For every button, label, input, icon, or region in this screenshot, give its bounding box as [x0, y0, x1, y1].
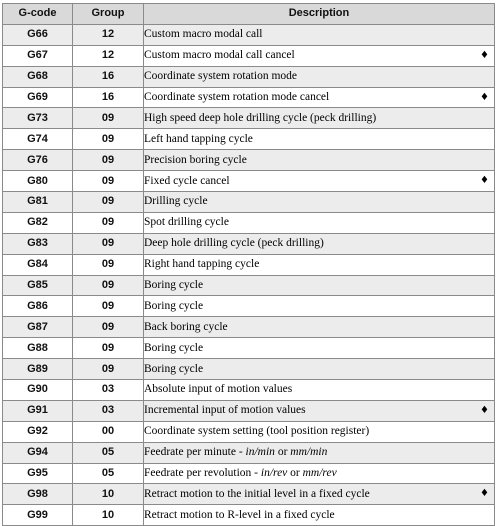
description-text: Precision boring cycle: [144, 153, 247, 166]
table-row: [3, 108, 495, 129]
table-row: [3, 463, 495, 484]
gcode-cell: G89: [3, 359, 73, 380]
header-description: Description: [144, 4, 495, 25]
group-cell: 10: [73, 484, 144, 505]
gcode-cell: G84: [3, 254, 73, 275]
group-cell: 09: [73, 338, 144, 359]
diamond-icon: ♦: [480, 488, 489, 500]
header-group: Group: [73, 4, 144, 25]
description-cell: [144, 108, 495, 129]
table-row: [3, 150, 495, 171]
group-cell: 09: [73, 296, 144, 317]
unit-text: in/rev: [260, 467, 288, 480]
description-text: Coordinate system rotation mode: [144, 70, 297, 83]
description-cell: [144, 505, 495, 526]
header-row: [3, 4, 495, 25]
description-cell: [144, 275, 495, 296]
group-cell: 09: [73, 317, 144, 338]
group-cell: 16: [73, 66, 144, 87]
gcode-cell: G98: [3, 484, 73, 505]
description-text: Custom macro modal call cancel: [144, 49, 295, 62]
description-text: Drilling cycle: [144, 195, 208, 208]
description-text: Boring cycle: [144, 341, 204, 354]
gcode-cell: G88: [3, 338, 73, 359]
description-cell: [144, 254, 495, 275]
gcode-cell: G87: [3, 317, 73, 338]
gcode-cell: G94: [3, 442, 73, 463]
description-cell: [144, 171, 495, 192]
gcode-cell: G68: [3, 66, 73, 87]
group-cell: 09: [73, 108, 144, 129]
table-row: [3, 24, 495, 45]
description-cell: [144, 442, 495, 463]
table-row: [3, 212, 495, 233]
gcode-cell: G81: [3, 192, 73, 213]
table-row: [3, 87, 495, 108]
group-cell: 09: [73, 171, 144, 192]
description-text: Feedrate per revolution -: [144, 467, 261, 480]
description-text: Spot drilling cycle: [144, 216, 229, 229]
description-text: Coordinate system setting (tool position register): [144, 425, 370, 438]
description-cell: [144, 400, 495, 421]
description-cell: [144, 87, 495, 108]
gcode-cell: G80: [3, 171, 73, 192]
gcode-cell: G91: [3, 400, 73, 421]
group-cell: 03: [73, 380, 144, 401]
description-cell: [144, 66, 495, 87]
table-row: [3, 380, 495, 401]
group-cell: 12: [73, 45, 144, 66]
group-cell: 12: [73, 24, 144, 45]
gcode-cell: G73: [3, 108, 73, 129]
description-text: Left hand tapping cycle: [144, 132, 253, 145]
group-cell: 05: [73, 463, 144, 484]
group-cell: 09: [73, 212, 144, 233]
diamond-icon: ♦: [480, 404, 489, 416]
table-row: [3, 129, 495, 150]
table-row: [3, 233, 495, 254]
table-row: [3, 421, 495, 442]
description-cell: [144, 380, 495, 401]
description-text: Incremental input of motion values: [144, 404, 306, 417]
group-cell: 09: [73, 254, 144, 275]
table-row: [3, 317, 495, 338]
description-text: Custom macro modal call: [144, 28, 263, 41]
description-text: Fixed cycle cancel: [144, 174, 230, 187]
table-row: [3, 275, 495, 296]
diamond-icon: ♦: [480, 175, 489, 187]
gcode-cell: G95: [3, 463, 73, 484]
gcode-table: [2, 3, 495, 526]
description-text: Absolute input of motion values: [144, 383, 293, 396]
gcode-cell: G74: [3, 129, 73, 150]
description-cell: [144, 24, 495, 45]
description-cell: [144, 233, 495, 254]
gcode-cell: G92: [3, 421, 73, 442]
table-row: [3, 505, 495, 526]
table-row: [3, 254, 495, 275]
table-row: [3, 400, 495, 421]
description-text: High speed deep hole drilling cycle (peck drilling): [144, 111, 377, 124]
table-row: [3, 484, 495, 505]
group-cell: 09: [73, 275, 144, 296]
table-row: [3, 442, 495, 463]
table-row: [3, 192, 495, 213]
description-cell: [144, 45, 495, 66]
group-cell: 00: [73, 421, 144, 442]
description-text: or: [287, 467, 303, 480]
description-text: or: [274, 446, 291, 459]
description-text: Boring cycle: [144, 362, 204, 375]
gcode-cell: G66: [3, 24, 73, 45]
table-row: [3, 338, 495, 359]
description-cell: [144, 359, 495, 380]
description-cell: [144, 192, 495, 213]
description-cell: [144, 421, 495, 442]
description-cell: [144, 463, 495, 484]
diamond-icon: ♦: [480, 49, 489, 61]
group-cell: 09: [73, 129, 144, 150]
gcode-cell: G86: [3, 296, 73, 317]
description-text: Feedrate per minute -: [144, 446, 246, 459]
gcode-cell: G83: [3, 233, 73, 254]
description-text: Deep hole drilling cycle (peck drilling): [144, 237, 324, 250]
gcode-cell: G99: [3, 505, 73, 526]
group-cell: 16: [73, 87, 144, 108]
description-text: Coordinate system rotation mode cancel: [144, 91, 330, 103]
header-gcode: G-code: [3, 4, 73, 25]
gcode-cell: G69: [3, 87, 73, 108]
unit-text: mm/rev: [302, 467, 337, 480]
table-body: [3, 24, 495, 525]
group-cell: 03: [73, 400, 144, 421]
group-cell: 05: [73, 442, 144, 463]
description-cell: [144, 212, 495, 233]
diamond-icon: ♦: [480, 91, 489, 103]
group-cell: 09: [73, 359, 144, 380]
description-cell: [144, 150, 495, 171]
description-text: Retract motion to the initial level in a fixed cycle: [144, 487, 370, 500]
group-cell: 09: [73, 233, 144, 254]
description-text: Retract motion to R-level in a fixed cycle: [144, 508, 335, 521]
gcode-cell: G82: [3, 212, 73, 233]
gcode-cell: G90: [3, 380, 73, 401]
group-cell: 09: [73, 192, 144, 213]
table-row: [3, 171, 495, 192]
description-cell: [144, 317, 495, 338]
table-row: [3, 45, 495, 66]
description-cell: [144, 484, 495, 505]
description-text: Boring cycle: [144, 299, 204, 312]
table-row: [3, 296, 495, 317]
description-cell: [144, 296, 495, 317]
description-cell: [144, 338, 495, 359]
unit-text: in/min: [245, 446, 275, 459]
group-cell: 10: [73, 505, 144, 526]
gcode-cell: G85: [3, 275, 73, 296]
table-row: [3, 66, 495, 87]
group-cell: 09: [73, 150, 144, 171]
description-text: Back boring cycle: [144, 320, 228, 333]
description-text: Right hand tapping cycle: [144, 258, 260, 271]
description-cell: [144, 129, 495, 150]
gcode-cell: G67: [3, 45, 73, 66]
gcode-cell: G76: [3, 150, 73, 171]
description-text: Boring cycle: [144, 279, 204, 292]
unit-text: mm/min: [290, 446, 328, 459]
table-row: [3, 359, 495, 380]
